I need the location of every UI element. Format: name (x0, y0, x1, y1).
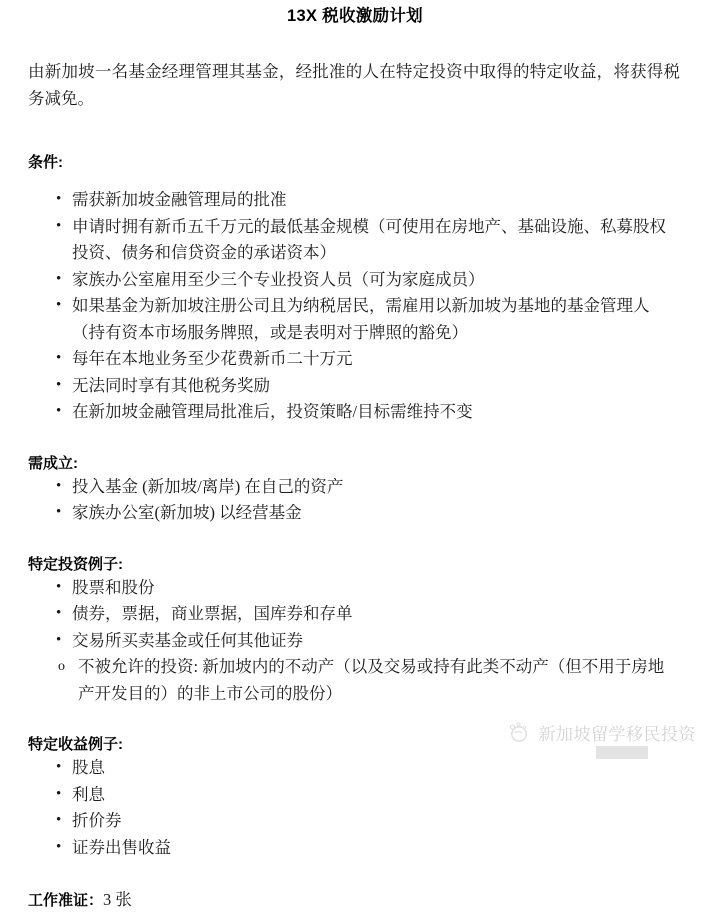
list-item-text: 申请时拥有新币五千万元的最低基金规模（可使用在房地产、基础设施、私募股权投资、债务和信贷资金的承诺资本） (72, 216, 666, 262)
list-item (28, 808, 680, 835)
list-item (28, 267, 680, 294)
list-item-text: 在新加坡金融管理局批准后，投资策略/目标需维持不变 (72, 402, 473, 421)
list-item-text: 债券，票据，商业票据，国库券和存单 (72, 604, 353, 623)
list-item (28, 601, 680, 628)
list-item (28, 575, 680, 602)
excluded-investments-list (28, 654, 680, 707)
list-item (28, 293, 680, 346)
list-item-text: 利息 (72, 784, 105, 804)
list-item (28, 500, 680, 527)
list-item-text: 证券出售收益 (72, 837, 171, 857)
list-item (28, 782, 680, 809)
intro-paragraph: 由新加坡一名基金经理管理其基金，经批准的人在特定投资中取得的特定收益，将获得税务减免。 (28, 62, 680, 108)
document-body (28, 58, 680, 913)
list-item (28, 628, 680, 655)
section-heading-conditions: 条件: (28, 154, 63, 171)
sub-list-item-text: 不被允许的投资: 新加坡内的不动产（以及交易或持有此类不动产（但不用于房地产开发目的）的非上市公司的股份） (78, 657, 665, 703)
list-item (28, 373, 680, 400)
setup-list (28, 474, 680, 527)
list-item (28, 835, 680, 862)
list-item-text: 家族办公室(新加坡) 以经营基金 (72, 503, 302, 522)
document-title: 13X 税收激励计划 (287, 7, 423, 25)
work-pass-line (28, 888, 680, 913)
list-item (28, 474, 680, 501)
section-heading-specified-income: 特定收益例子: (28, 736, 123, 753)
list-item-text: 无法同时享有其他税务奖励 (72, 375, 270, 395)
list-item-text: 股息 (72, 758, 105, 777)
conditions-list (28, 187, 680, 426)
section-heading-setup: 需成立: (28, 454, 78, 472)
list-item-text: 家族办公室雇用至少三个专业投资人员（可为家庭成员） (72, 269, 485, 289)
list-item (28, 755, 680, 782)
list-item-text: 每年在本地业务至少花费新币二十万元 (72, 349, 353, 368)
watermark-redaction-block (596, 746, 648, 759)
work-pass-label: 工作准证： (28, 892, 104, 909)
list-item-text: 需获新加坡金融管理局的批准 (72, 190, 287, 209)
designated-investments-list (28, 575, 680, 655)
list-item (28, 399, 680, 426)
list-item (28, 214, 680, 267)
list-item (28, 187, 680, 214)
specified-income-list (28, 755, 680, 861)
list-item-text: 交易所买卖基金或任何其他证券 (72, 630, 303, 650)
list-item-text: 股票和股份 (72, 577, 155, 597)
list-item-text: 投入基金 (新加坡/离岸) 在自己的资产 (72, 476, 344, 496)
sub-list-item (28, 654, 680, 707)
watermark-text: 新加坡留学移民投资 (538, 724, 696, 744)
work-pass-value: 3 张 (103, 890, 132, 909)
list-item-text: 折价券 (72, 811, 122, 830)
list-item (28, 346, 680, 373)
list-item-text: 如果基金为新加坡注册公司且为纳税居民，需雇用以新加坡为基地的基金管理人（持有资本市场服务牌照，或是表明对于牌照的豁免） (72, 296, 650, 342)
section-heading-designated-investments: 特定投资例子: (28, 555, 123, 573)
